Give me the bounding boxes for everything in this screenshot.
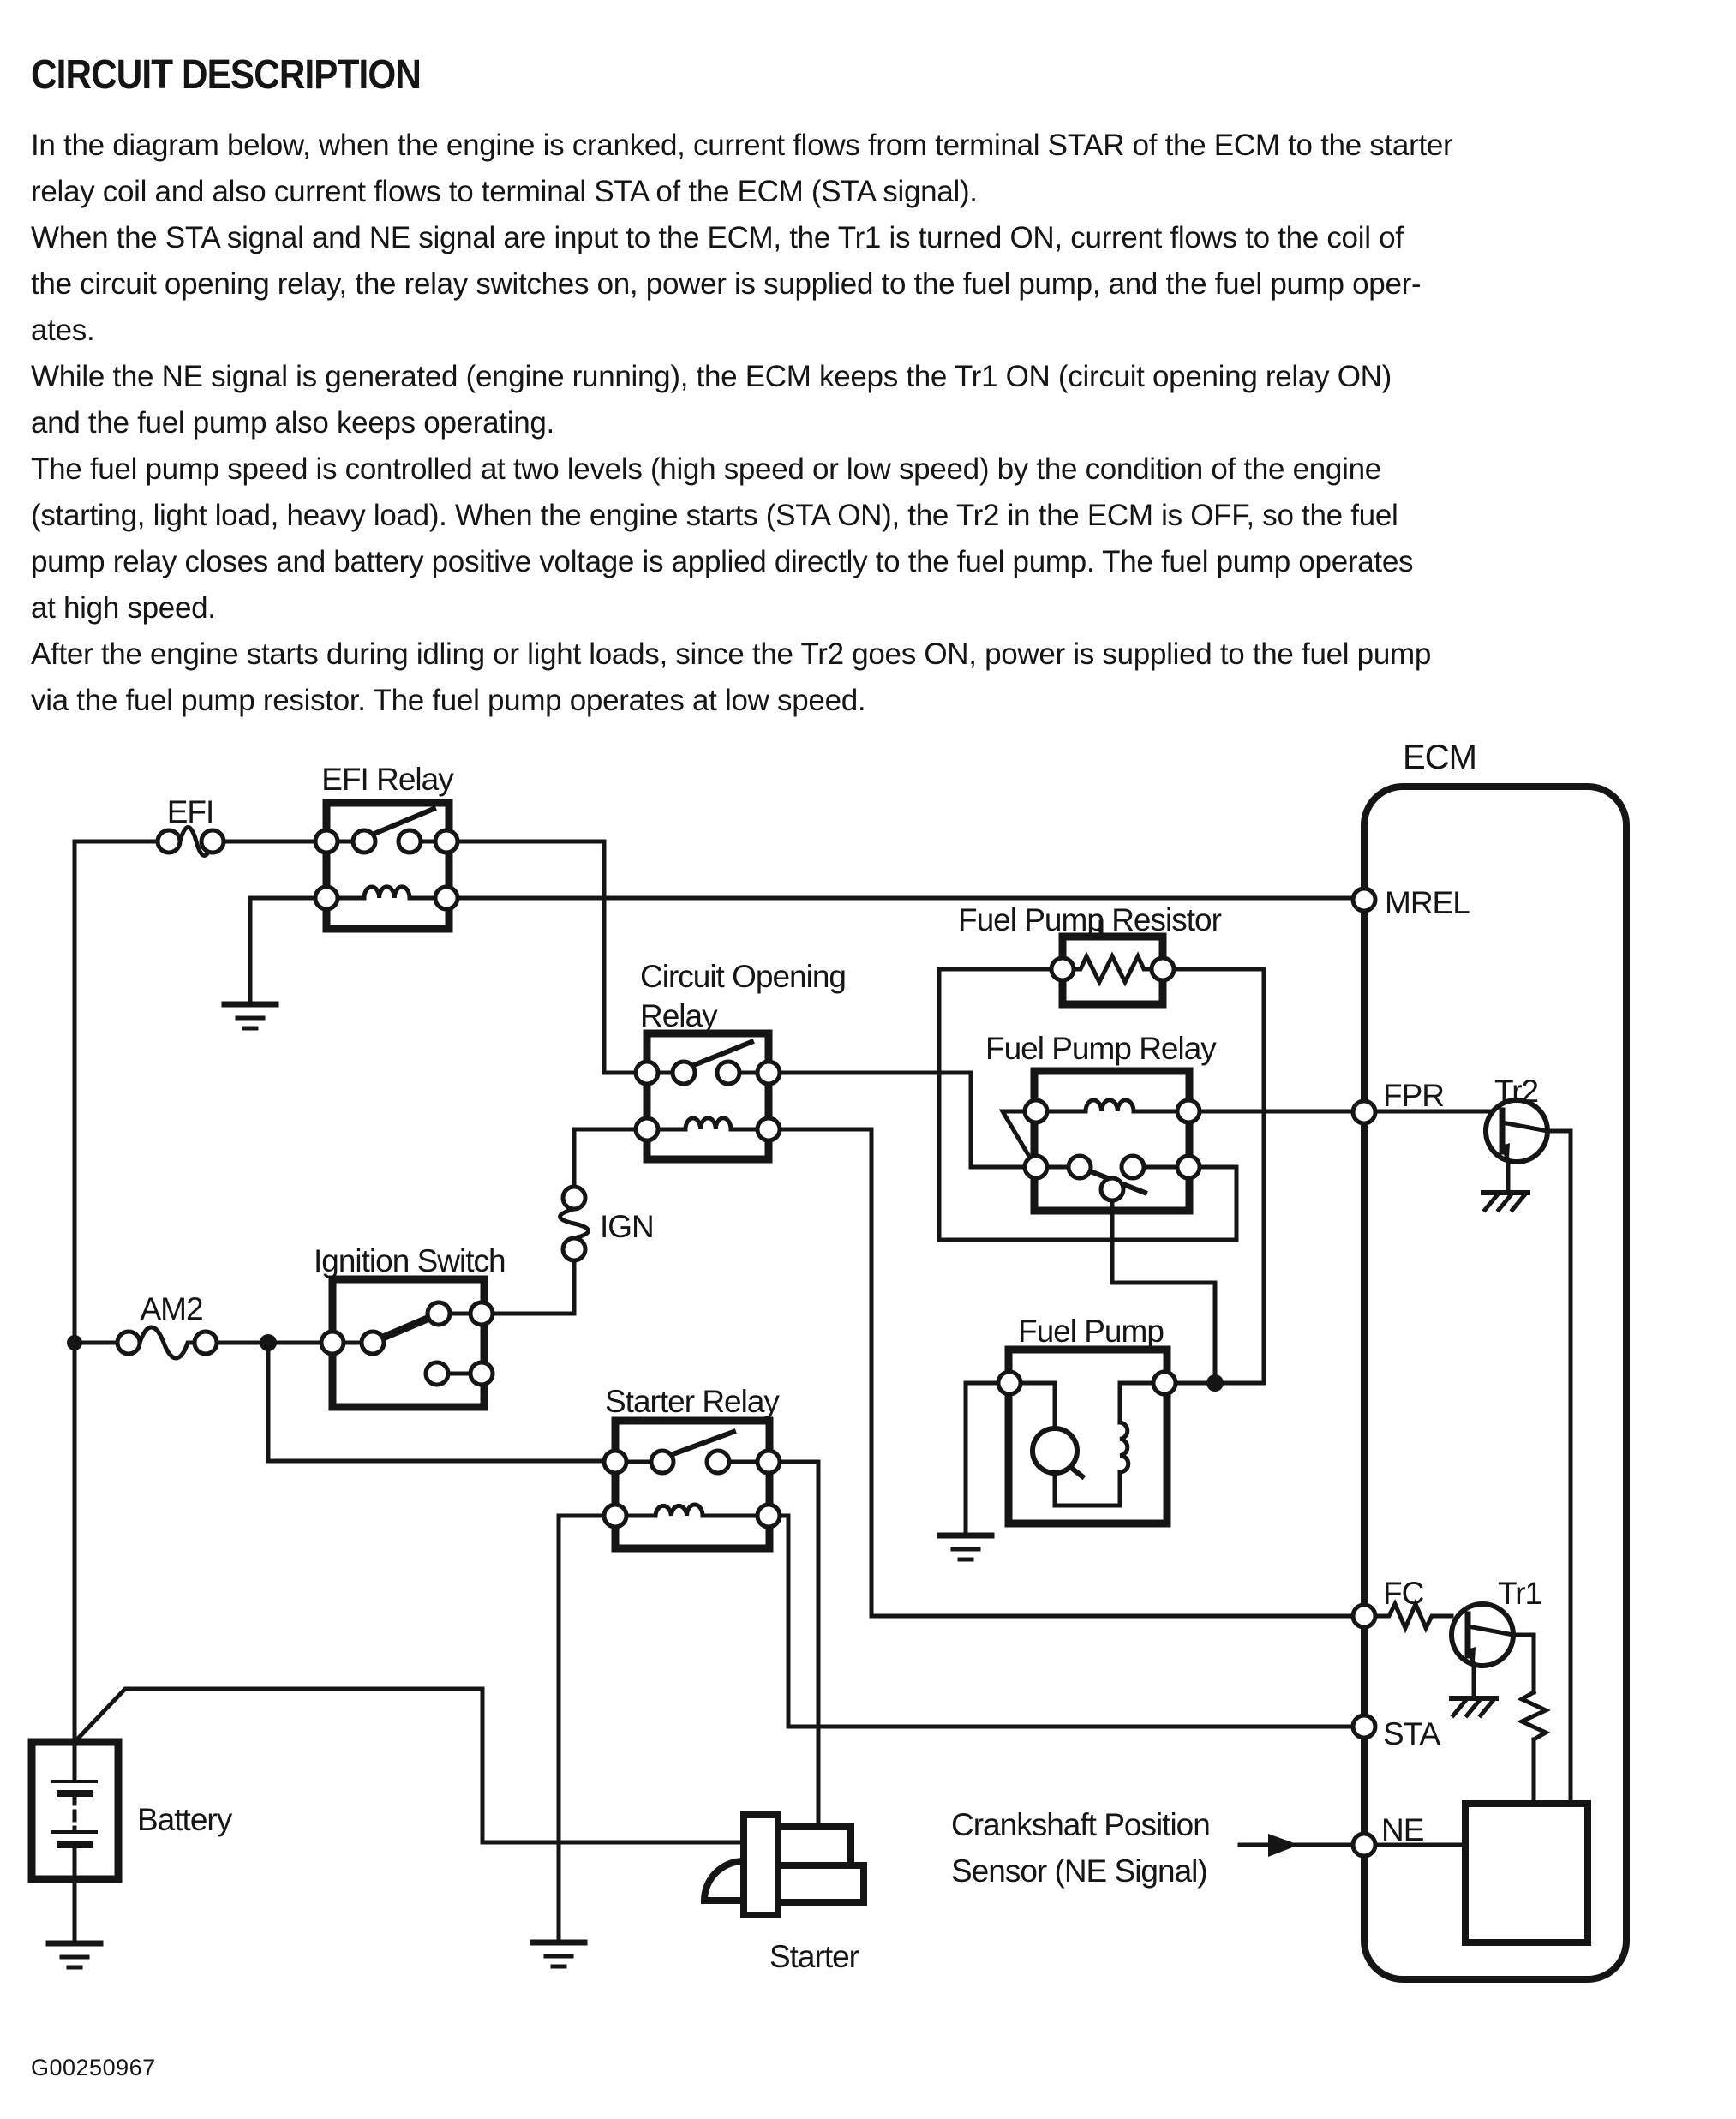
terminal	[757, 1118, 780, 1140]
terminal	[757, 1451, 780, 1473]
terminal	[604, 1505, 626, 1527]
ecm-label: ECM	[1403, 739, 1476, 776]
terminal	[426, 1362, 448, 1385]
fuel-pump-resistor-label: Fuel Pump Resistor	[958, 902, 1221, 937]
fuel-pump-label: Fuel Pump	[1018, 1314, 1164, 1349]
efi-relay-box	[326, 803, 449, 929]
terminal	[1153, 1372, 1176, 1394]
battery-label: Battery	[137, 1802, 232, 1837]
text-line: When the STA signal and NE signal are input to the ECM, the Tr1 is turned ON, current flows to the coil of	[31, 221, 1404, 254]
terminal	[201, 830, 224, 853]
ecm-terminal-mrel	[1353, 889, 1375, 911]
ground-starter-relay-coil	[533, 1942, 584, 1966]
terminal	[1177, 1100, 1200, 1122]
terminal	[1177, 1156, 1200, 1178]
crankshaft-sensor-label-line1: Crankshaft Position	[951, 1807, 1210, 1842]
starter-fork-shape	[704, 1861, 744, 1901]
terminal	[362, 1332, 384, 1354]
terminal	[1152, 958, 1174, 980]
terminal	[1122, 1156, 1144, 1178]
circuit-wiring	[75, 841, 1571, 1942]
text-line: at high speed.	[31, 591, 216, 625]
text-line: (starting, light load, heavy load). When the engine starts (STA ON), the Tr2 in the ECM is OFF, so the fuel	[31, 499, 1398, 532]
ground-fuel-pump	[940, 1535, 991, 1559]
terminal	[707, 1451, 729, 1473]
tr1-label: Tr1	[1498, 1576, 1542, 1611]
ecm-terminal-fc	[1353, 1605, 1375, 1627]
page-title: CIRCUIT DESCRIPTION	[31, 52, 421, 98]
text-line: via the fuel pump resistor. The fuel pump operates at low speed.	[31, 684, 866, 717]
figure-code: G00250967	[31, 2055, 156, 2080]
junction	[1206, 1374, 1224, 1392]
terminal	[717, 1062, 739, 1084]
terminal	[470, 1302, 493, 1325]
ground-battery	[49, 1943, 100, 1967]
terminal	[158, 830, 180, 853]
text-line: The fuel pump speed is controlled at two levels (high speed or low speed) by the condition of the engine	[31, 452, 1381, 486]
text-line: the circuit opening relay, the relay switches on, power is supplied to the fuel pump, and the fuel pump oper-	[31, 267, 1422, 301]
tr1-transistor	[1452, 1604, 1513, 1666]
terminal	[1025, 1100, 1047, 1122]
terminal	[636, 1118, 658, 1140]
ecm-terminal-fpr	[1353, 1101, 1375, 1123]
text-line: After the engine starts during idling or light loads, since the Tr2 goes ON, power is supplied to the fuel pump	[31, 637, 1432, 671]
terminal	[757, 1062, 780, 1084]
terminal	[315, 830, 338, 853]
ne-terminal-label: NE	[1381, 1812, 1424, 1847]
am2-fuse-label: AM2	[140, 1291, 203, 1326]
fuel-pump-relay-label: Fuel Pump Relay	[985, 1031, 1216, 1066]
fuel-pump-box	[1009, 1350, 1167, 1523]
text-line: relay coil and also current flows to terminal STA of the ECM (STA signal).	[31, 175, 978, 208]
terminal	[1069, 1156, 1091, 1178]
ecm-terminal-ne	[1353, 1834, 1375, 1856]
terminal	[757, 1505, 780, 1527]
text-line: and the fuel pump also keeps operating.	[31, 406, 554, 440]
am2-fuse-element	[140, 1327, 195, 1358]
terminal	[636, 1062, 658, 1084]
terminal	[563, 1187, 585, 1209]
terminal	[435, 887, 458, 909]
text-line: In the diagram below, when the engine is cranked, current flows from terminal STAR of the ECM to the starter	[31, 129, 1453, 162]
ecm-terminal-sta	[1353, 1715, 1375, 1738]
terminal	[1025, 1156, 1047, 1178]
ign-fuse-element	[560, 1209, 589, 1238]
terminal	[563, 1238, 585, 1260]
terminal	[315, 887, 338, 909]
terminal	[117, 1332, 140, 1354]
circuit-opening-relay-label-line2: Relay	[640, 998, 717, 1033]
terminal	[1101, 1178, 1123, 1200]
terminal	[195, 1332, 217, 1354]
terminal	[673, 1062, 695, 1084]
circuit-description-text	[31, 123, 1710, 724]
terminal	[398, 830, 421, 853]
sta-terminal-label: STA	[1383, 1716, 1440, 1751]
ignition-switch-label: Ignition Switch	[314, 1243, 506, 1278]
terminal	[428, 1302, 450, 1325]
junction	[67, 1335, 82, 1350]
circuit-opening-relay-label-line1: Circuit Opening	[640, 959, 847, 994]
junction	[260, 1334, 277, 1351]
ign-fuse-label: IGN	[600, 1209, 654, 1244]
terminal	[353, 830, 375, 853]
fc-terminal-label: FC	[1383, 1576, 1424, 1611]
starter-relay-label: Starter Relay	[605, 1384, 779, 1419]
wiring-diagram	[0, 720, 1736, 2119]
terminal	[435, 830, 458, 853]
crankshaft-sensor-label-line2: Sensor (NE Signal)	[951, 1853, 1207, 1889]
starter-label: Starter	[769, 1939, 859, 1974]
text-line: pump relay closes and battery positive voltage is applied directly to the fuel pump. The fuel pump operates	[31, 545, 1414, 578]
terminal	[321, 1332, 344, 1354]
starter-symbol	[704, 1815, 864, 1915]
terminal	[651, 1451, 673, 1473]
ground-efi-relay	[224, 1004, 276, 1028]
efi-relay-label: EFI Relay	[321, 762, 453, 797]
tr2-label: Tr2	[1494, 1074, 1539, 1109]
ne-signal-arrow	[1268, 1834, 1299, 1857]
ne-signal-box	[1465, 1804, 1588, 1942]
circuit-opening-relay-box	[647, 1033, 769, 1159]
fpr-terminal-label: FPR	[1383, 1078, 1444, 1113]
efi-fuse-label: EFI	[166, 794, 214, 829]
tr2-transistor	[1486, 1100, 1547, 1162]
starter-relay-box	[615, 1421, 769, 1548]
text-line: While the NE signal is generated (engine running), the ECM keeps the Tr1 ON (circuit opening relay ON)	[31, 360, 1392, 393]
text-line: ates.	[31, 314, 95, 347]
terminal	[470, 1362, 493, 1385]
terminal	[1051, 958, 1074, 980]
mrel-terminal-label: MREL	[1385, 885, 1470, 920]
terminal	[998, 1372, 1021, 1394]
terminal	[604, 1451, 626, 1473]
